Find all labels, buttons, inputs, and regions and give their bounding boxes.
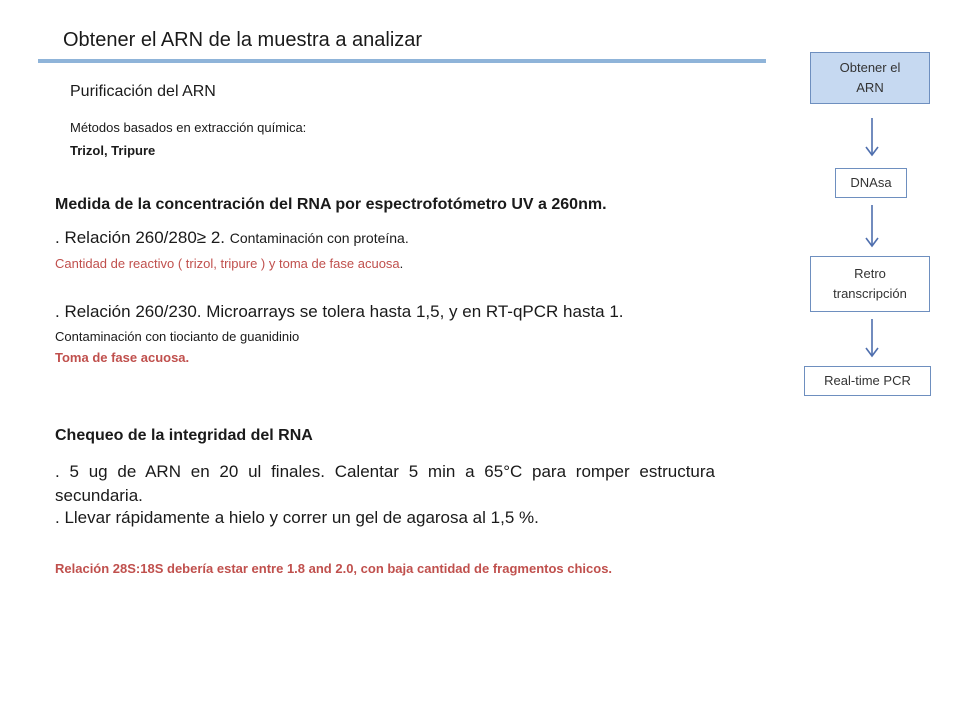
page-title: Obtener el ARN de la muestra a analizar (63, 29, 423, 51)
integrity-step-2: . Llevar rápidamente a hielo y correr un gel de agarosa al 1,5 %. (55, 508, 539, 527)
flow-step-rt-line2: transcripción (833, 286, 907, 301)
ratio-260-280-note (55, 256, 403, 271)
ratio-260-230-line: . Relación 260/230. Microarrays se tolera hasta 1,5, y en RT-qPCR hasta 1. (55, 302, 624, 321)
flow-arrow-down-icon (864, 118, 880, 158)
integrity-step-1: . 5 ug de ARN en 20 ul finales. Calentar 5 min a 65°C para romper estructura secundaria. (55, 462, 715, 505)
flow-step-obtain-rna-line1: Obtener el (839, 60, 901, 75)
aqueous-phase-note: Toma de fase acuosa. (55, 350, 190, 365)
concentration-heading: Medida de la concentración del RNA por espectrofotómetro UV a 260nm. (55, 196, 607, 213)
methods-value: Trizol, Tripure (70, 143, 156, 158)
methods-label: Métodos basados en extracción química: (70, 120, 307, 135)
guanidine-contamination-text: Contaminación con tiocianto de guanidinio (55, 329, 300, 344)
flow-step-realtime-pcr: Real-time PCR (804, 366, 931, 396)
flow-arrow-down-icon (864, 205, 880, 249)
integrity-heading: Chequeo de la integridad del RNA (55, 427, 313, 444)
reagent-note-period: . (399, 256, 404, 271)
flow-step-rt-line1: Retro (854, 266, 886, 281)
protein-contamination-text: Contaminación con proteína. (229, 230, 409, 246)
flow-step-dnase: DNAsa (835, 168, 907, 198)
ratio-260-280-line (55, 228, 409, 248)
flow-arrow-down-icon (864, 319, 880, 359)
title-divider (38, 59, 766, 63)
integrity-ratio-note: Relación 28S:18S debería estar entre 1.8 and 2.0, con baja cantidad de fragmentos chicos. (55, 561, 613, 576)
ratio-260-280-text: . Relación 260/280≥ 2. (55, 228, 225, 247)
purification-heading: Purificación del ARN (70, 83, 216, 100)
reagent-note-text: Cantidad de reactivo ( trizol, tripure ) y toma de fase acuosa (55, 256, 400, 271)
flow-step-reverse-transcription (810, 256, 930, 312)
flow-step-obtain-rna (810, 52, 930, 104)
flow-step-obtain-rna-line2: ARN (856, 80, 884, 95)
